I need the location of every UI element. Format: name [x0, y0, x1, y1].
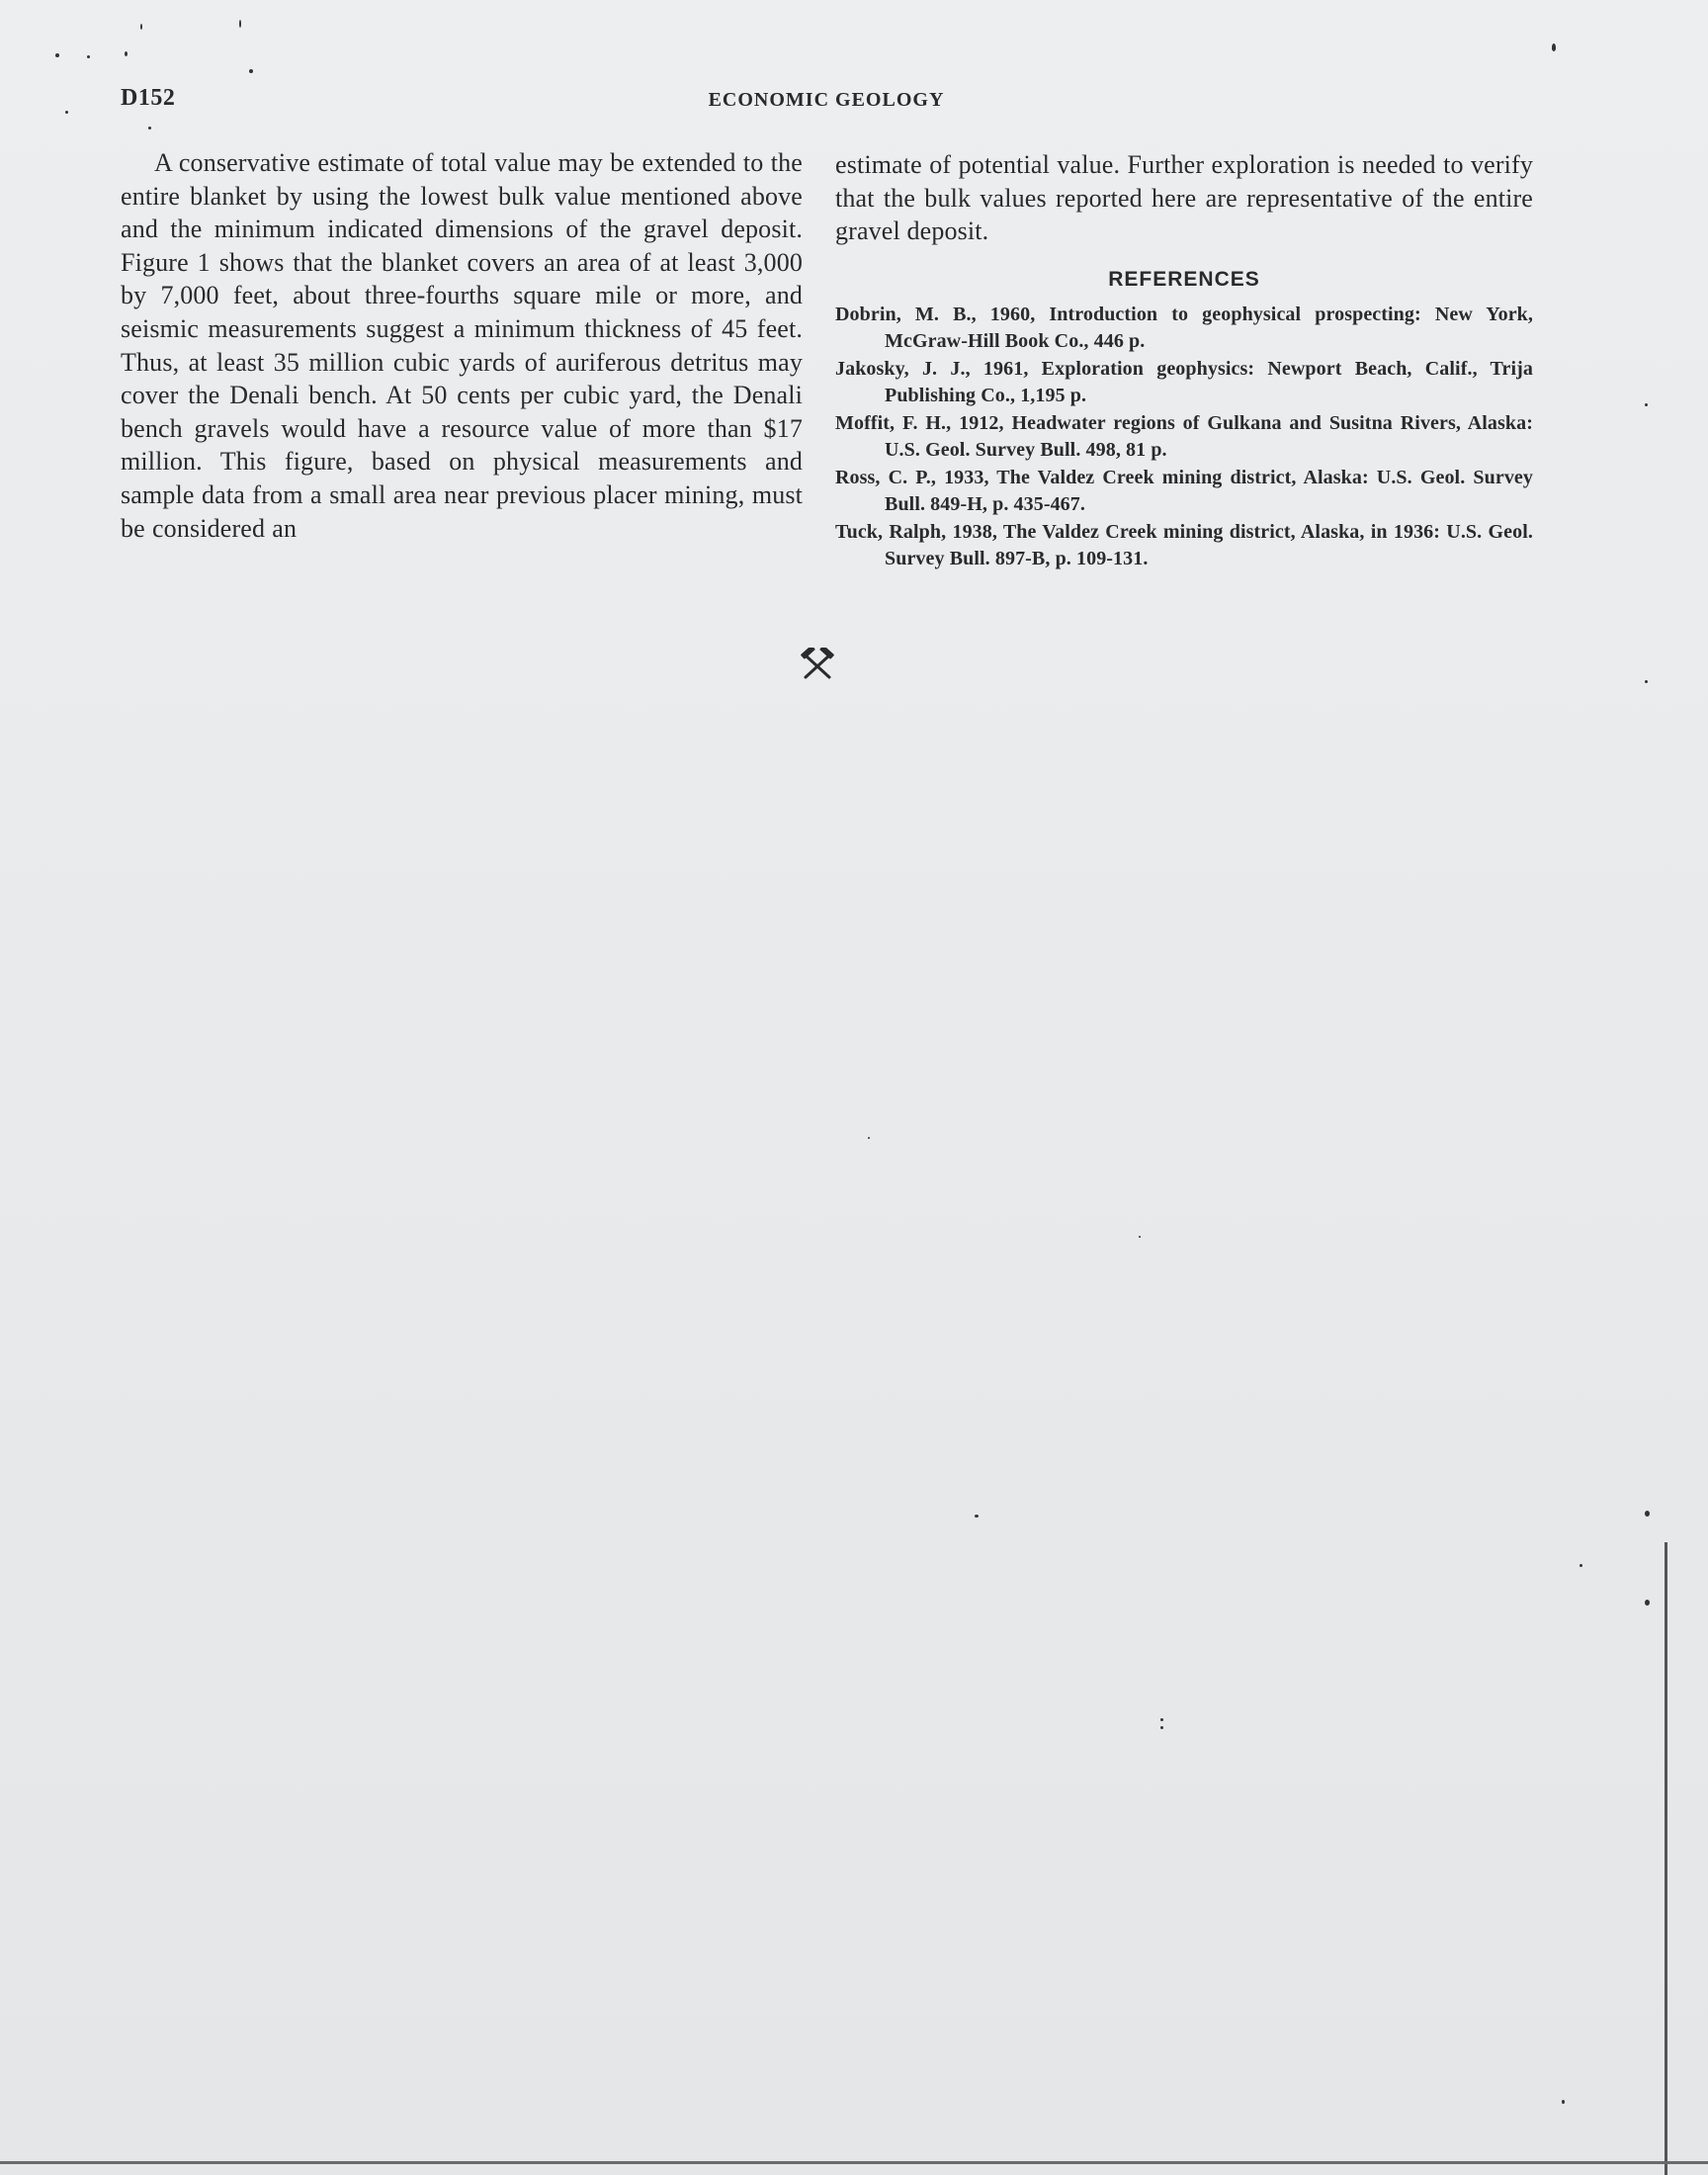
page-header [121, 85, 1532, 119]
scan-speck [1160, 1718, 1163, 1721]
scan-speck [1139, 1236, 1141, 1238]
scan-speck [1645, 1511, 1650, 1517]
scan-speck [1645, 680, 1648, 683]
scan-speck [1645, 403, 1648, 406]
scan-speck [1562, 2100, 1565, 2104]
left-column [121, 146, 803, 545]
reference-item: Ross, C. P., 1933, The Valdez Creek mining district, Alaska: U.S. Geol. Survey Bull. 849-H, p. 435-467. [835, 466, 1533, 516]
reference-item: Dobrin, M. B., 1960, Introduction to geophysical prospecting: New York, McGraw-Hill Book Co., 446 p. [835, 303, 1533, 353]
references-list [835, 302, 1533, 573]
scan-speck [148, 127, 151, 130]
scan-speck [868, 1137, 870, 1139]
scan-speck [55, 53, 59, 57]
reference-item: Moffit, F. H., 1912, Headwater regions of Gulkana and Susitna Rivers, Alaska: U.S. Geol. Survey Bull. 498, 81 p. [835, 411, 1533, 462]
scan-speck [1580, 1564, 1582, 1567]
reference-item: Jakosky, J. J., 1961, Exploration geophysics: Newport Beach, Calif., Trija Publishing Co., 1,195 p. [835, 357, 1533, 407]
scan-speck [125, 51, 128, 56]
reference-item: Tuck, Ralph, 1938, The Valdez Creek mining district, Alaska, in 1936: U.S. Geol. Survey Bull. 897-B, p. 109-131. [835, 520, 1533, 570]
scan-speck [1160, 1726, 1163, 1729]
scan-speck [249, 69, 253, 73]
body-paragraph-continuation: estimate of potential value. Further exploration is needed to verify that the bulk values reported here are representative of the entire gravel deposit. [835, 150, 1533, 246]
scan-speck [87, 55, 90, 58]
scan-page-edge [0, 2161, 1708, 2164]
page-number: D152 [121, 85, 176, 111]
scan-speck [65, 111, 68, 114]
scan-speck [239, 20, 241, 28]
crossed-hammers-icon [799, 648, 836, 681]
scan-speck [1645, 1600, 1650, 1606]
references-heading: REFERENCES [1108, 267, 1260, 291]
body-paragraph: A conservative estimate of total value may be extended to the entire blanket by using the lowest bulk value mentioned above and the minimum indicated dimensions of the gravel deposit. Figure 1 shows that the blanket covers an area of at least 3,000 by 7,000 feet, about three-fourths square mile or more, and seismic measurements suggest a minimum thickness of 45 feet. Thus, at least 35 million cubic yards of auriferous detritus may cover the Denali bench. At 50 cents per cubic yard, the Denali bench gravels would have a resource value of more than $17 million. This figure, based on physical measurements and sample data from a small area near previous placer mining, must be considered an [121, 148, 803, 543]
right-column [835, 148, 1533, 573]
scan-page-edge [1665, 1542, 1667, 2175]
scan-speck [140, 24, 142, 30]
running-head: ECONOMIC GEOLOGY [708, 89, 945, 111]
scan-speck [1552, 44, 1556, 51]
scan-speck [975, 1515, 979, 1518]
